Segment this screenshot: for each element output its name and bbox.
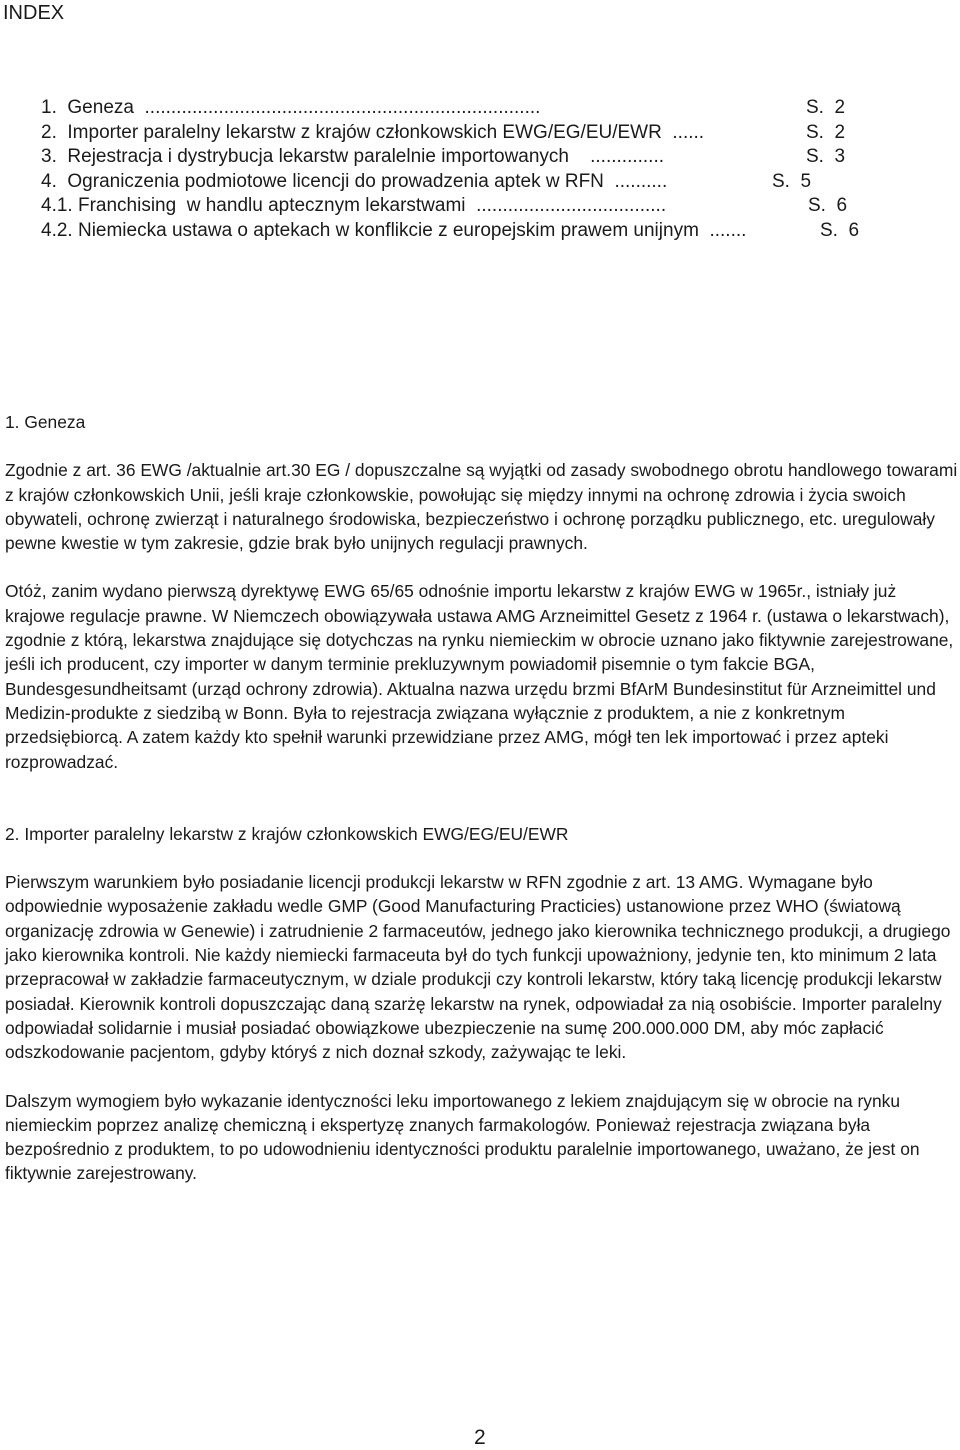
toc-entry[interactable] <box>41 219 921 244</box>
toc-entry-page: S. 2 <box>806 97 846 118</box>
toc-entry-page: S. 6 <box>820 219 860 241</box>
toc-entry-page: S. 6 <box>808 195 848 216</box>
toc-entry[interactable] <box>41 96 921 121</box>
toc-entry-label: 4.1. Franchising w handlu aptecznym lekarstwami .................................... <box>41 195 667 216</box>
toc-entry-page: S. 2 <box>806 121 846 143</box>
index-title: INDEX <box>3 2 65 24</box>
section-1-paragraph-2: Otóż, zanim wydano pierwszą dyrektywę EWG 65/65 odnośnie importu lekarstw z krajów EWG w 1965r., istniały już krajowe regulacje prawne. W Niemczech obowiązywała ustawa AMG Arzneimittel Gesetz z 1964 r. (ustawa o lekarstwach), zgodnie z którą, lekarstwa znajdujące się dotychczas na rynku niemieckim w obrocie uznano jako fiktywnie zarejestrowane, jeśli ich producent, czy importer w danym terminie prekluzywnym powiadomił pisemnie o tym fakcie BGA, Bundesgesundheitsamt (urząd ochrony zdrowia). Aktualna nazwa urzędu brzmi BfArM Bundesinstitut für Arzneimittel und Medizin-produkte z siedzibą w Bonn. Była to rejestracja związana wyłącznie z produktem, a nie z konkretnym przedsiębiorcą. A zatem każdy kto spełnił warunki przewidziane przez AMG, mógł ten lek importować i przez apteki rozprowadzać. <box>5 581 954 772</box>
document-body <box>5 410 960 1186</box>
toc-entry-label: 4. Ograniczenia podmiotowe licencji do prowadzenia aptek w RFN .......... <box>41 170 668 192</box>
section-1-paragraph-1: Zgodnie z art. 36 EWG /aktualnie art.30 EG / dopuszczalne są wyjątki od zasady swobodnego obrotu handlowego towarami z krajów członkowskich Unii, jeśli kraje członkowskie, powołując się między innymi na ochronę zdrowia i życia swoich obywateli, ochronę zwierząt i naturalnego środowiska, bezpieczeństwo i ochronę porządku publicznego, etc. uregulowały pewne kwestie w tym zakresie, gdzie brak było unijnych regulacji prawnych. <box>5 460 958 554</box>
section-1-heading: 1. Geneza <box>5 412 86 432</box>
toc-entry[interactable] <box>41 121 921 146</box>
toc-entry-label: 2. Importer paralelny lekarstw z krajów członkowskich EWG/EG/EU/EWR ...... <box>41 121 705 143</box>
section-2-heading: 2. Importer paralelny lekarstw z krajów członkowskich EWG/EG/EU/EWR <box>5 823 569 844</box>
section-2-paragraph-2: Dalszym wymogiem było wykazanie identyczności leku importowanego z lekiem znajdującym się w obrocie na rynku niemieckim poprzez analizę chemiczną i ekspertyzę znanych farmakologów. Ponieważ rejestracja związana była bezpośrednio z produktem, to po udowodnieniu identyczności produktu paralelnie importowanego, uważano, że jest on fiktywnie zarejestrowany. <box>5 1090 920 1184</box>
toc-entry[interactable] <box>41 194 921 219</box>
toc-entry-label: 1. Geneza ........................................................................... <box>41 97 541 118</box>
toc-entry[interactable] <box>41 170 921 195</box>
toc-entry-label: 3. Rejestracja i dystrybucja lekarstw paralelnie importowanych .............. <box>41 146 665 167</box>
toc-entry-page: S. 3 <box>806 146 846 167</box>
table-of-contents <box>41 96 921 243</box>
toc-entry-page: S. 5 <box>772 170 812 192</box>
toc-entry[interactable] <box>41 145 921 170</box>
toc-entry-label: 4.2. Niemiecka ustawa o aptekach w konflikcie z europejskim prawem unijnym ....... <box>41 219 747 241</box>
section-2-paragraph-1: Pierwszym warunkiem było posiadanie licencji produkcji lekarstw w RFN zgodnie z art. 13 AMG. Wymagane było odpowiednie wyposażenie zakładu wedle GMP (Good Manufacturing Practicies) ustanowione przez WHO (światową organizację zdrowia w Genewie) i zatrudnienie 2 farmaceutów, jednego jako kierownika technicznego produkcji, a drugiego jako kierownika kontroli. Nie każdy niemiecki farmaceuta był do tych funkcji upoważniony, jedynie ten, kto minimum 2 lata przepracował w zakładzie farmaceutycznym, w dziale produkcji czy kontroli lekarstw, który taką licencję produkcji lekarstw posiadał. Kierownik kontroli dopuszczając daną szarżę lekarstw na rynek, odpowiadał za nią osobiście. Importer paralelny odpowiadał solidarnie i musiał posiadać obowiązkowe ubezpieczenie na sumę 200.000.000 DM, aby móc zapłacić odszkodowanie pacjentom, gdyby któryś z nich doznał szkody, zażywając te leki. <box>5 872 951 1063</box>
page-number: 2 <box>474 1426 486 1449</box>
